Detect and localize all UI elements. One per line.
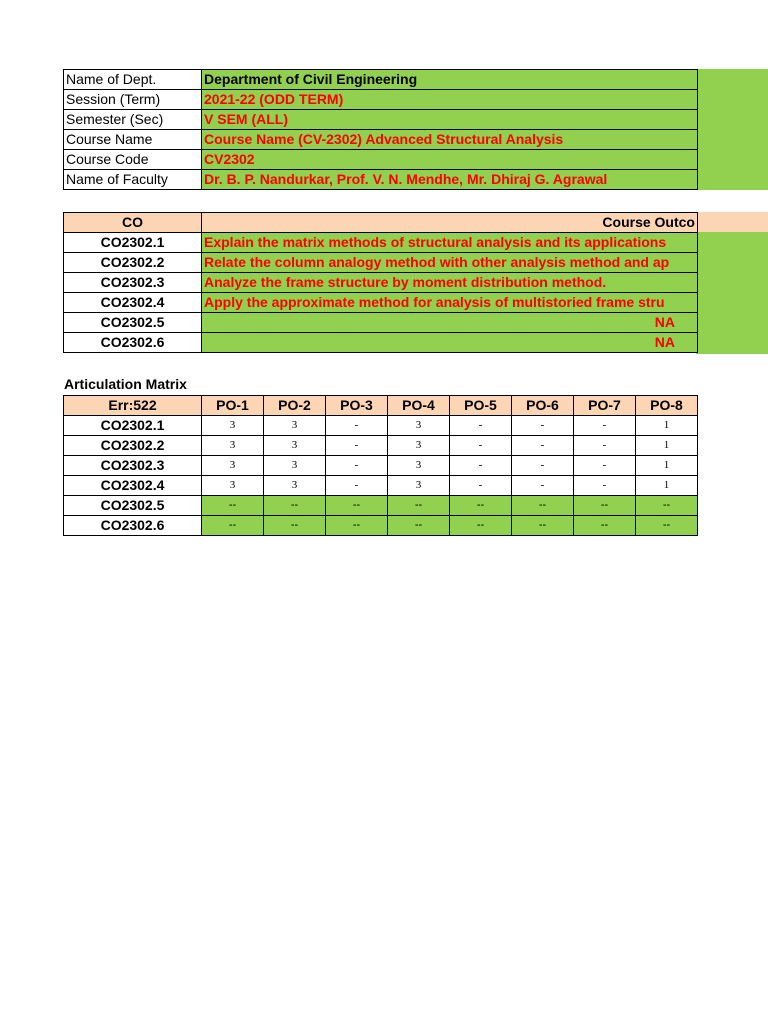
matrix-cell[interactable]: - xyxy=(326,436,388,456)
matrix-co-code: CO2302.3 xyxy=(64,456,202,476)
matrix-row xyxy=(64,516,698,536)
matrix-cell[interactable]: -- xyxy=(574,516,636,536)
matrix-cell[interactable]: - xyxy=(512,416,574,436)
matrix-cell[interactable]: -- xyxy=(264,516,326,536)
matrix-corner: Err:522 xyxy=(64,396,202,416)
info-label: Course Name xyxy=(64,130,202,150)
matrix-co-code: CO2302.4 xyxy=(64,476,202,496)
matrix-cell[interactable]: - xyxy=(326,416,388,436)
info-value[interactable]: CV2302 xyxy=(202,150,698,170)
matrix-co-code: CO2302.1 xyxy=(64,416,202,436)
matrix-row xyxy=(64,416,698,436)
po-header: PO-7 xyxy=(574,396,636,416)
matrix-cell[interactable]: 1 xyxy=(636,416,698,436)
matrix-cell[interactable]: - xyxy=(574,456,636,476)
matrix-cell[interactable]: -- xyxy=(636,496,698,516)
matrix-cell[interactable]: -- xyxy=(202,496,264,516)
matrix-cell[interactable]: 3 xyxy=(264,476,326,496)
info-value[interactable]: Course Name (CV-2302) Advanced Structural Analysis xyxy=(202,130,698,150)
matrix-header-row xyxy=(64,396,698,416)
outcome-row xyxy=(64,233,698,253)
co-code: CO2302.3 xyxy=(64,273,202,293)
matrix-cell[interactable]: - xyxy=(450,456,512,476)
matrix-cell[interactable]: - xyxy=(512,476,574,496)
co-header: CO xyxy=(64,213,202,233)
info-label: Session (Term) xyxy=(64,90,202,110)
info-row xyxy=(64,130,698,150)
matrix-cell[interactable]: 1 xyxy=(636,456,698,476)
po-header: PO-5 xyxy=(450,396,512,416)
matrix-cell[interactable]: -- xyxy=(388,496,450,516)
right-band-outcomes xyxy=(696,232,768,354)
outcome-text[interactable]: Relate the column analogy method with other analysis method and ap xyxy=(202,253,698,273)
matrix-row xyxy=(64,456,698,476)
co-code: CO2302.2 xyxy=(64,253,202,273)
matrix-cell[interactable]: 3 xyxy=(202,436,264,456)
info-label: Semester (Sec) xyxy=(64,110,202,130)
matrix-cell[interactable]: - xyxy=(450,436,512,456)
matrix-cell[interactable]: - xyxy=(326,456,388,476)
info-row xyxy=(64,90,698,110)
po-header: PO-3 xyxy=(326,396,388,416)
info-label: Name of Dept. xyxy=(64,70,202,90)
matrix-row xyxy=(64,496,698,516)
info-row xyxy=(64,150,698,170)
info-value[interactable]: V SEM (ALL) xyxy=(202,110,698,130)
matrix-co-code: CO2302.5 xyxy=(64,496,202,516)
matrix-cell[interactable]: -- xyxy=(512,516,574,536)
info-row xyxy=(64,170,698,190)
matrix-cell[interactable]: 3 xyxy=(264,456,326,476)
matrix-cell[interactable]: 1 xyxy=(636,436,698,456)
matrix-cell[interactable]: 3 xyxy=(264,416,326,436)
outcome-text[interactable]: Explain the matrix methods of structural analysis and its applications xyxy=(202,233,698,253)
outcome-text[interactable]: Analyze the frame structure by moment distribution method. xyxy=(202,273,698,293)
matrix-cell[interactable]: -- xyxy=(202,516,264,536)
matrix-cell[interactable]: -- xyxy=(450,516,512,536)
outcomes-header-row xyxy=(64,213,698,233)
po-header: PO-6 xyxy=(512,396,574,416)
matrix-cell[interactable]: - xyxy=(450,416,512,436)
matrix-cell[interactable]: - xyxy=(326,476,388,496)
course-outcomes-table xyxy=(63,212,698,353)
info-value[interactable]: Department of Civil Engineering xyxy=(202,70,698,90)
info-value[interactable]: Dr. B. P. Nandurkar, Prof. V. N. Mendhe, Mr. Dhiraj G. Agrawal xyxy=(202,170,698,190)
co-code: CO2302.5 xyxy=(64,313,202,333)
matrix-cell[interactable]: - xyxy=(574,416,636,436)
matrix-cell[interactable]: - xyxy=(512,436,574,456)
outcome-text[interactable]: NA xyxy=(202,313,698,333)
outcome-row xyxy=(64,273,698,293)
articulation-matrix-title: Articulation Matrix xyxy=(64,376,187,392)
outcome-row xyxy=(64,333,698,353)
matrix-row xyxy=(64,436,698,456)
info-label: Course Code xyxy=(64,150,202,170)
outcome-row xyxy=(64,293,698,313)
outcome-header: Course Outco xyxy=(202,213,698,233)
matrix-cell[interactable]: -- xyxy=(264,496,326,516)
articulation-matrix-table xyxy=(63,395,698,536)
co-code: CO2302.4 xyxy=(64,293,202,313)
matrix-cell[interactable]: 3 xyxy=(202,476,264,496)
matrix-cell[interactable]: - xyxy=(512,456,574,476)
co-code: CO2302.6 xyxy=(64,333,202,353)
right-band-co-header xyxy=(696,212,768,232)
matrix-cell[interactable]: -- xyxy=(326,516,388,536)
po-header: PO-2 xyxy=(264,396,326,416)
info-row xyxy=(64,70,698,90)
outcome-row xyxy=(64,313,698,333)
outcome-text[interactable]: NA xyxy=(202,333,698,353)
matrix-cell[interactable]: - xyxy=(574,476,636,496)
po-header: PO-4 xyxy=(388,396,450,416)
info-label: Name of Faculty xyxy=(64,170,202,190)
matrix-cell[interactable]: 3 xyxy=(264,436,326,456)
matrix-cell[interactable]: - xyxy=(574,436,636,456)
matrix-cell[interactable]: 3 xyxy=(388,476,450,496)
matrix-cell[interactable]: 3 xyxy=(388,436,450,456)
matrix-cell[interactable]: 3 xyxy=(202,456,264,476)
matrix-cell[interactable]: 3 xyxy=(388,456,450,476)
matrix-cell[interactable]: -- xyxy=(388,516,450,536)
matrix-cell[interactable]: -- xyxy=(450,496,512,516)
matrix-cell[interactable]: - xyxy=(450,476,512,496)
outcome-row xyxy=(64,253,698,273)
matrix-cell[interactable]: 1 xyxy=(636,476,698,496)
matrix-cell[interactable]: -- xyxy=(326,496,388,516)
matrix-cell[interactable]: 3 xyxy=(388,416,450,436)
po-header: PO-8 xyxy=(636,396,698,416)
matrix-co-code: CO2302.2 xyxy=(64,436,202,456)
matrix-row xyxy=(64,476,698,496)
co-code: CO2302.1 xyxy=(64,233,202,253)
matrix-cell[interactable]: -- xyxy=(636,516,698,536)
right-band-info xyxy=(696,69,768,190)
info-value[interactable]: 2021-22 (ODD TERM) xyxy=(202,90,698,110)
outcome-text[interactable]: Apply the approximate method for analysis of multistoried frame stru xyxy=(202,293,698,313)
matrix-cell[interactable]: -- xyxy=(574,496,636,516)
po-header: PO-1 xyxy=(202,396,264,416)
info-row xyxy=(64,110,698,130)
course-info-table xyxy=(63,69,698,190)
matrix-cell[interactable]: -- xyxy=(512,496,574,516)
matrix-cell[interactable]: 3 xyxy=(202,416,264,436)
matrix-co-code: CO2302.6 xyxy=(64,516,202,536)
